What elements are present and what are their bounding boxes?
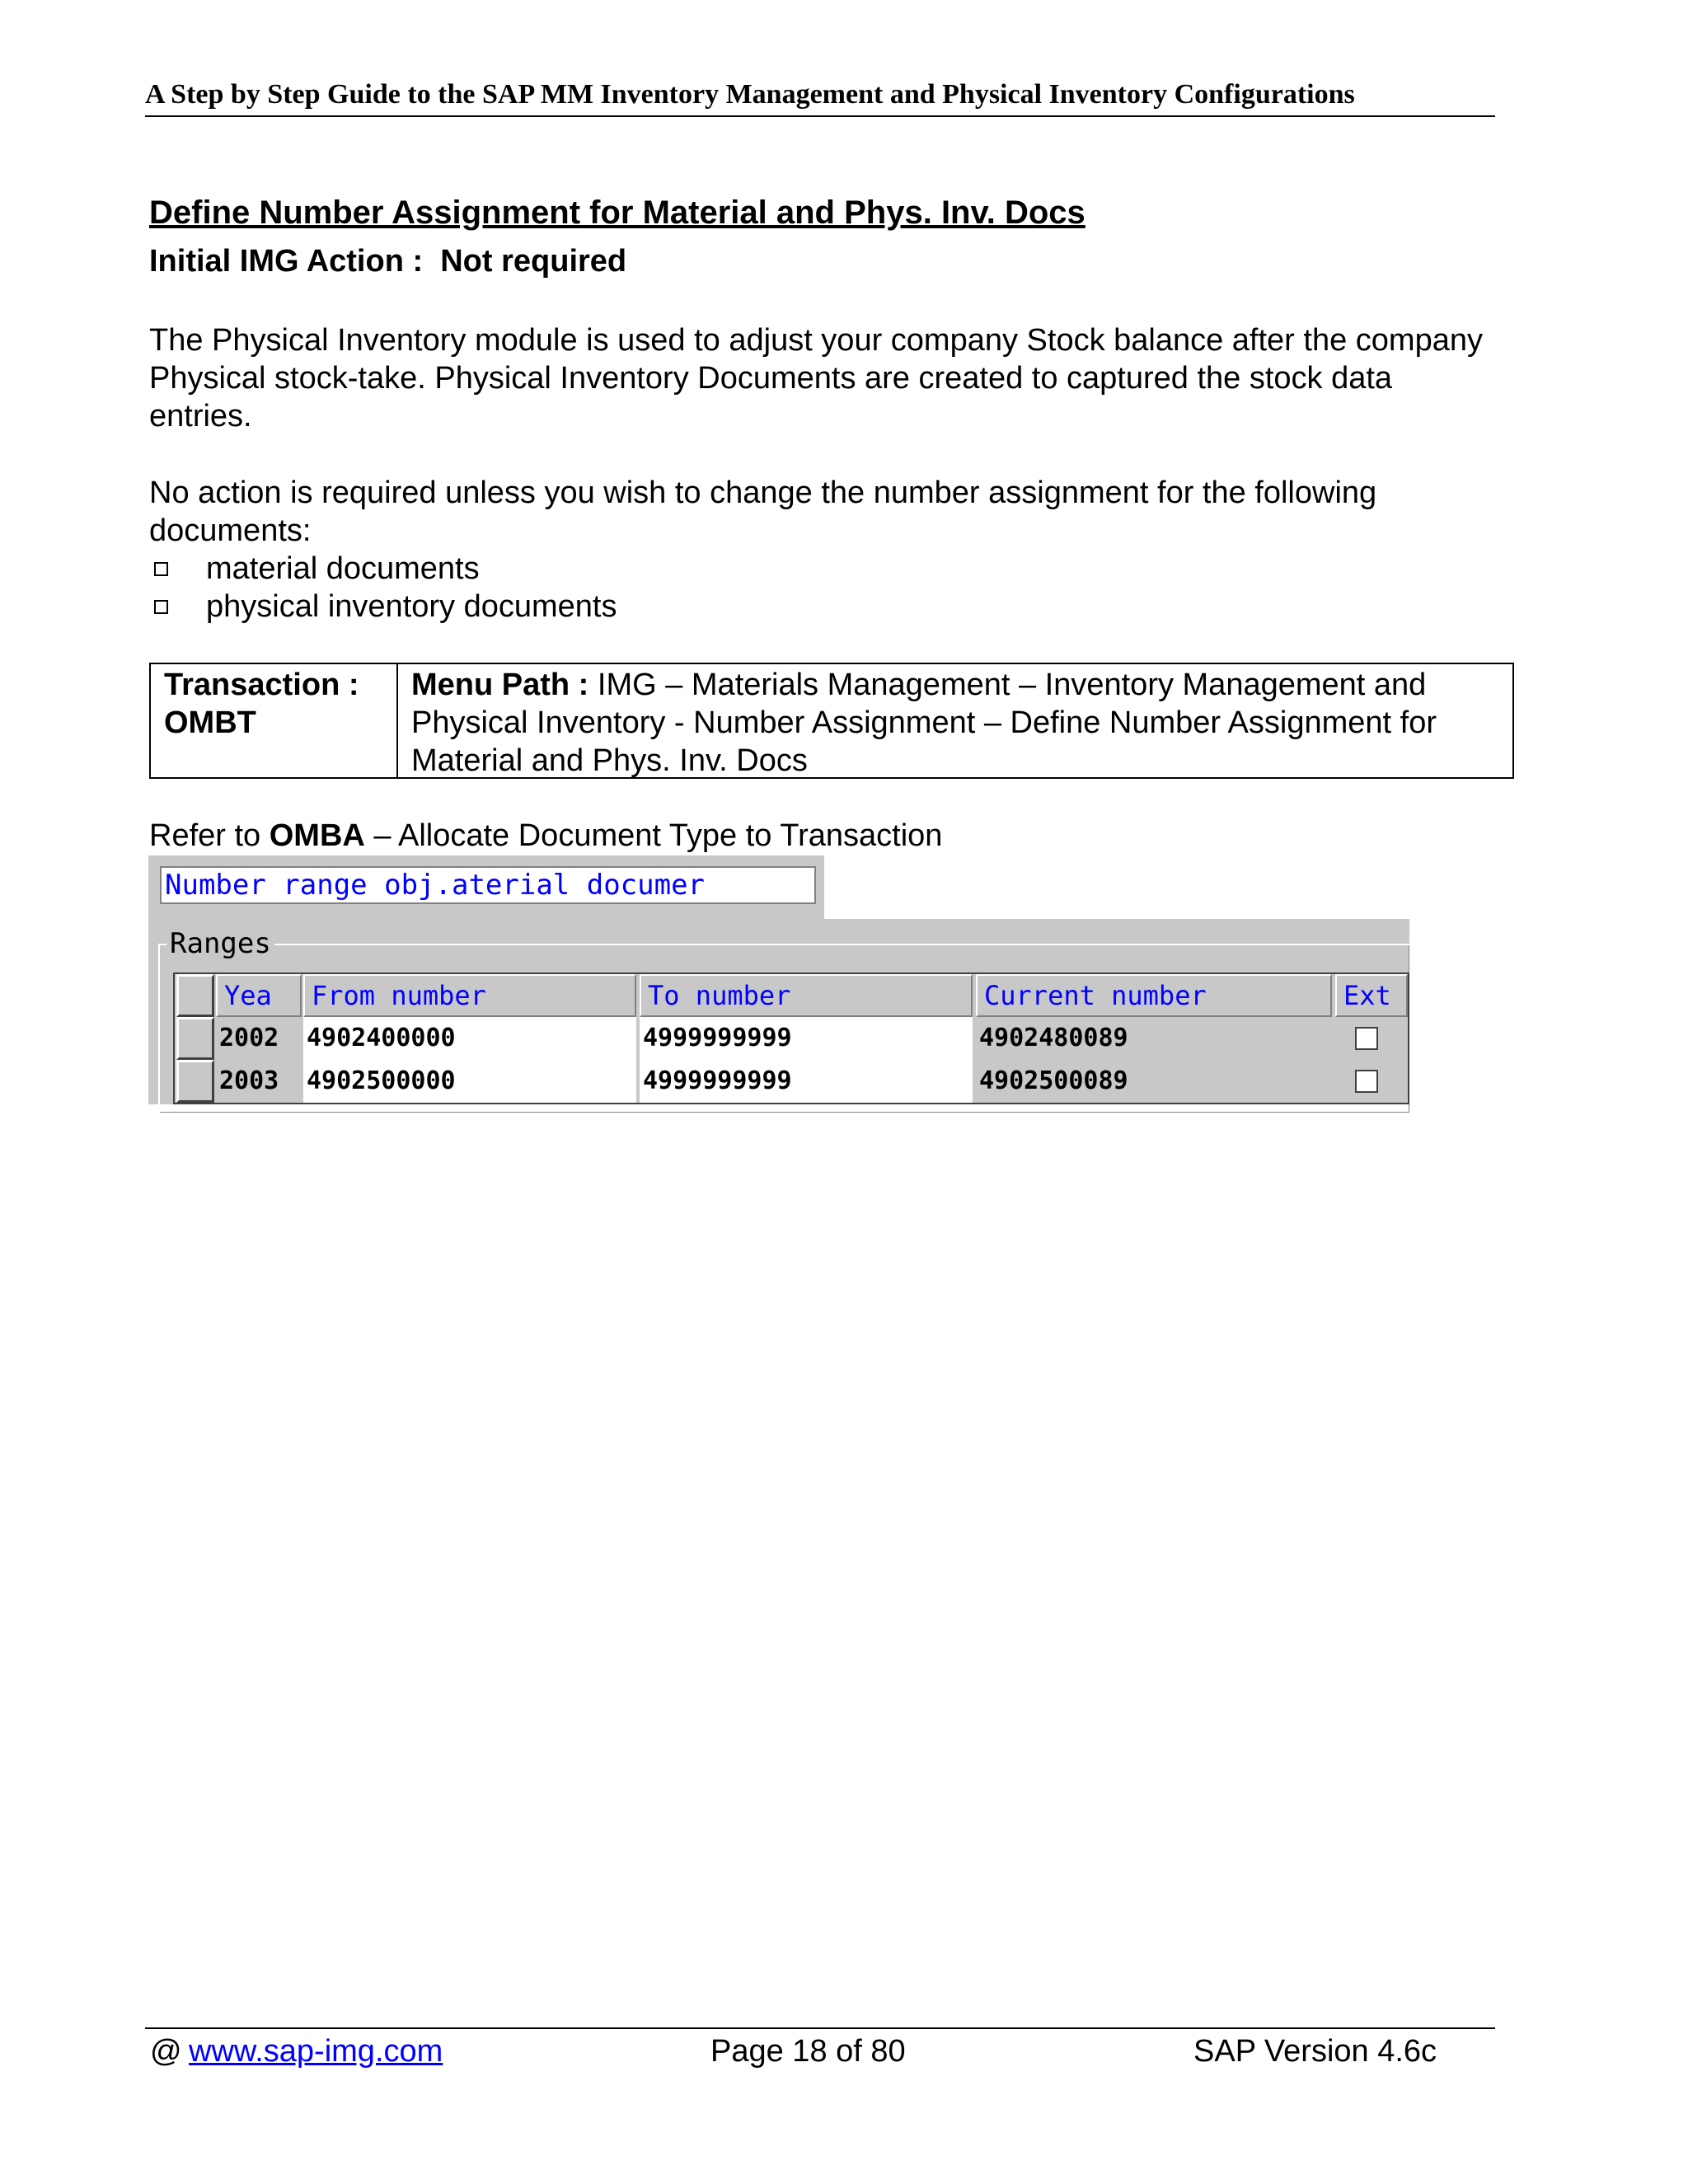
footer-page-number: Page 18 of 80 xyxy=(710,2034,906,2069)
ranges-grid xyxy=(173,972,1409,1104)
column-header-ext[interactable]: Ext xyxy=(1335,974,1408,1017)
list-item-label: material documents xyxy=(206,551,480,586)
document-list xyxy=(149,550,617,626)
ext-cell xyxy=(1335,1060,1408,1103)
column-header-from[interactable]: From number xyxy=(303,974,636,1017)
row-select-button[interactable] xyxy=(176,1017,214,1060)
square-bullet-icon xyxy=(154,562,168,576)
square-bullet-icon xyxy=(154,600,168,614)
transaction-cell xyxy=(151,664,398,777)
from-number-field[interactable]: 4902500000 xyxy=(303,1060,636,1103)
refer-prefix: Refer to xyxy=(149,818,270,853)
column-header-to[interactable]: To number xyxy=(640,974,973,1017)
page-header: A Step by Step Guide to the SAP MM Inventory Management and Physical Inventory Configurations xyxy=(145,79,1495,117)
transaction-label: Transaction : xyxy=(164,668,359,702)
current-number-cell: 4902480089 xyxy=(976,1017,1332,1060)
current-number-cell: 4902500089 xyxy=(976,1060,1332,1103)
refer-suffix: – Allocate Document Type to Transaction xyxy=(364,818,943,853)
select-all-button[interactable] xyxy=(176,974,214,1017)
footer-sap-version: SAP Version 4.6c xyxy=(1193,2034,1437,2069)
page-footer xyxy=(145,2027,1495,2083)
year-cell: 2002 xyxy=(216,1017,302,1060)
row-select-button[interactable] xyxy=(176,1060,214,1103)
external-checkbox[interactable] xyxy=(1355,1027,1378,1050)
column-header-current[interactable]: Current number xyxy=(976,974,1332,1017)
menu-path-label: Menu Path : xyxy=(411,668,589,702)
action-paragraph: No action is required unless you wish to change the number assignment for the following documents: xyxy=(149,476,1377,548)
refer-line xyxy=(149,818,942,854)
year-cell: 2003 xyxy=(216,1060,302,1103)
to-number-field[interactable]: 4999999999 xyxy=(640,1060,973,1103)
grid-header-row xyxy=(175,974,1411,1017)
sap-number-range-bar xyxy=(148,855,824,920)
list-item-label: physical inventory documents xyxy=(206,589,617,624)
table-row xyxy=(175,1017,1411,1060)
intro-paragraph: The Physical Inventory module is used to adjust your company Stock balance after the company Physical stock-take. Physical Inventory Documents are created to captured the stock data entries. xyxy=(149,323,1483,434)
transaction-code: OMBT xyxy=(164,705,256,740)
footer-website-link[interactable]: www.sap-img.com xyxy=(189,2034,443,2069)
table-row xyxy=(175,1060,1411,1103)
footer-at-sign: @ xyxy=(150,2034,182,2069)
img-action-line: Initial IMG Action : Not required xyxy=(149,244,627,279)
number-range-object-field[interactable]: Number range obj.aterial documer xyxy=(160,866,816,904)
section-title: Define Number Assignment for Material and Phys. Inv. Docs xyxy=(149,194,1085,231)
ext-cell xyxy=(1335,1017,1408,1060)
list-item xyxy=(149,550,617,588)
external-checkbox[interactable] xyxy=(1355,1070,1378,1093)
sap-ranges-panel xyxy=(148,919,1409,1104)
refer-code: OMBA xyxy=(269,818,365,853)
from-number-field[interactable]: 4902400000 xyxy=(303,1017,636,1060)
column-header-year[interactable]: Yea xyxy=(216,974,302,1017)
menu-path-cell xyxy=(398,664,1512,777)
transaction-table xyxy=(149,663,1514,779)
ranges-group-title: Ranges xyxy=(166,927,274,960)
menu-path-text: IMG – Materials Management – Inventory Management and Physical Inventory - Number Assignment – Define Number Assignment for Material and Phys. Inv. Docs xyxy=(411,668,1437,778)
to-number-field[interactable]: 4999999999 xyxy=(640,1017,973,1060)
list-item xyxy=(149,588,617,626)
